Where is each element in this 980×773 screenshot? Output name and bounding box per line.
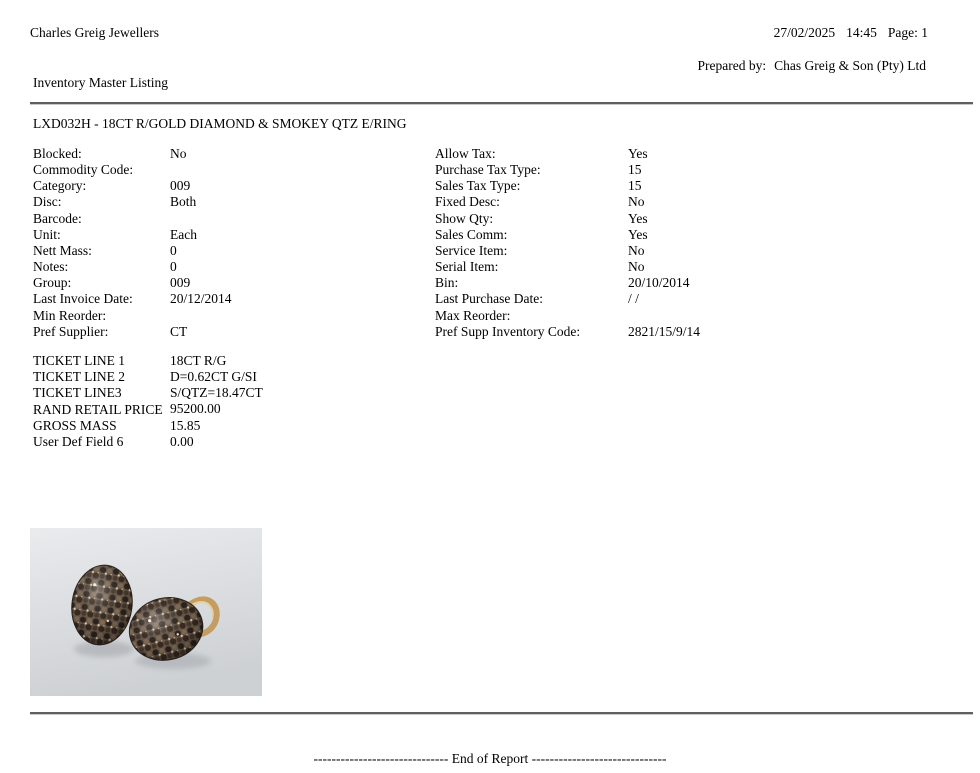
field-label: RAND RETAIL PRICE bbox=[33, 402, 163, 418]
field-value: / / bbox=[628, 291, 639, 307]
field-label: Commodity Code: bbox=[33, 162, 134, 178]
field-value: 2821/15/9/14 bbox=[628, 323, 701, 339]
field-row-sales-tax-type bbox=[435, 178, 865, 194]
field-label: Sales Comm: bbox=[435, 226, 508, 242]
footer-divider bbox=[30, 712, 973, 715]
field-row-fixed-desc bbox=[435, 194, 865, 210]
field-row-service-item bbox=[435, 243, 865, 259]
field-row-disc bbox=[33, 194, 428, 210]
company-name: Charles Greig Jewellers bbox=[30, 25, 159, 40]
field-label: TICKET LINE 2 bbox=[33, 369, 125, 385]
field-row-show-qty bbox=[435, 211, 865, 227]
field-value: 18CT R/G bbox=[170, 353, 227, 368]
field-row-last-invoice-date bbox=[33, 291, 428, 307]
field-label: Last Invoice Date: bbox=[33, 291, 133, 307]
field-row-group bbox=[33, 275, 428, 291]
field-row-sales-comm bbox=[435, 227, 865, 243]
field-value: 15 bbox=[628, 162, 642, 178]
field-label: Category: bbox=[33, 178, 87, 194]
field-label: Pref Supp Inventory Code: bbox=[435, 323, 581, 339]
field-value: 95200.00 bbox=[170, 401, 221, 417]
product-photo-image bbox=[30, 528, 262, 696]
field-label: Nett Mass: bbox=[33, 242, 92, 258]
field-value: Both bbox=[170, 194, 197, 210]
ticket-section bbox=[33, 353, 428, 450]
field-row-nett-mass bbox=[33, 243, 428, 259]
field-row-last-purchase-date bbox=[435, 291, 865, 307]
field-row-bin bbox=[435, 275, 865, 291]
field-row-serial-item bbox=[435, 259, 865, 275]
field-label: Purchase Tax Type: bbox=[435, 162, 541, 178]
field-label: Allow Tax: bbox=[435, 146, 496, 161]
field-value: 15.85 bbox=[170, 417, 201, 433]
field-value: No bbox=[170, 146, 187, 161]
field-label: Sales Tax Type: bbox=[435, 178, 521, 194]
field-label: Fixed Desc: bbox=[435, 194, 500, 210]
field-value: No bbox=[628, 194, 645, 210]
field-value: 0 bbox=[170, 259, 177, 275]
field-value: No bbox=[628, 259, 645, 275]
field-row-ticket-line-3 bbox=[33, 385, 428, 401]
field-row-rand-retail-price bbox=[33, 401, 428, 417]
field-label: User Def Field 6 bbox=[33, 433, 124, 449]
field-value: No bbox=[628, 242, 645, 258]
report-title: Inventory Master Listing bbox=[33, 75, 168, 90]
prepared-by-label: Prepared by: bbox=[697, 58, 767, 73]
page-number: Page: 1 bbox=[887, 25, 928, 40]
field-value bbox=[170, 162, 428, 178]
field-row-commodity-code bbox=[33, 162, 428, 178]
field-row-purchase-tax-type bbox=[435, 162, 865, 178]
report-date: 27/02/2025 bbox=[773, 25, 836, 40]
field-row-min-reorder bbox=[33, 308, 428, 324]
field-value: Yes bbox=[628, 210, 648, 226]
field-row-ticket-line-2 bbox=[33, 369, 428, 385]
field-label: Group: bbox=[33, 275, 72, 291]
field-label: Max Reorder: bbox=[435, 307, 511, 323]
field-label: GROSS MASS bbox=[33, 417, 117, 433]
field-value bbox=[628, 308, 865, 324]
field-label: Min Reorder: bbox=[33, 307, 107, 323]
field-row-ticket-line-1 bbox=[33, 353, 428, 369]
field-row-blocked bbox=[33, 146, 428, 162]
field-value bbox=[170, 211, 428, 227]
field-value: 0 bbox=[170, 242, 177, 258]
field-row-max-reorder bbox=[435, 308, 865, 324]
field-label: Show Qty: bbox=[435, 210, 494, 226]
field-value: 20/12/2014 bbox=[170, 291, 232, 307]
field-value: 009 bbox=[170, 275, 191, 291]
field-row-user-def-field-6 bbox=[33, 434, 428, 450]
field-value: 15 bbox=[628, 178, 642, 194]
datetime-page bbox=[774, 25, 928, 41]
field-value: 0.00 bbox=[170, 433, 194, 449]
field-row-unit bbox=[33, 227, 428, 243]
field-value: Yes bbox=[628, 226, 648, 242]
field-value: D=0.62CT G/SI bbox=[170, 369, 257, 385]
field-label: Unit: bbox=[33, 226, 61, 242]
field-label: Barcode: bbox=[33, 210, 82, 226]
field-label: Last Purchase Date: bbox=[435, 291, 543, 307]
end-of-report: ------------------------------ End of Report ------------------------------ bbox=[313, 751, 667, 766]
field-label: Bin: bbox=[435, 275, 459, 291]
field-value: CT bbox=[170, 323, 188, 339]
field-row-pref-supplier bbox=[33, 324, 428, 340]
field-label: Disc: bbox=[33, 194, 62, 210]
field-row-notes bbox=[33, 259, 428, 275]
field-label: TICKET LINE3 bbox=[33, 385, 122, 401]
item-title: LXD032H - 18CT R/GOLD DIAMOND & SMOKEY QTZ E/RING bbox=[33, 116, 407, 131]
field-label: Service Item: bbox=[435, 242, 508, 258]
prepared-by bbox=[698, 58, 926, 74]
prepared-by-value: Chas Greig & Son (Pty) Ltd bbox=[774, 58, 926, 73]
report-time: 14:45 bbox=[846, 25, 877, 40]
field-row-pref-supp-inventory-code bbox=[435, 324, 865, 340]
header-divider bbox=[30, 102, 973, 105]
field-label: Pref Supplier: bbox=[33, 323, 109, 339]
field-label: Serial Item: bbox=[435, 259, 499, 275]
field-row-gross-mass bbox=[33, 418, 428, 434]
field-label: Blocked: bbox=[33, 146, 82, 161]
field-label: TICKET LINE 1 bbox=[33, 353, 125, 368]
field-value: 20/10/2014 bbox=[628, 275, 690, 291]
field-row-barcode bbox=[33, 211, 428, 227]
field-value: S/QTZ=18.47CT bbox=[170, 385, 263, 401]
field-row-category bbox=[33, 178, 428, 194]
product-photo bbox=[30, 528, 262, 696]
field-value bbox=[170, 308, 428, 324]
field-label: Notes: bbox=[33, 259, 69, 275]
field-value: Each bbox=[170, 226, 197, 242]
fields-left-column bbox=[33, 146, 428, 340]
fields-right-column bbox=[435, 146, 865, 340]
field-value: Yes bbox=[628, 146, 648, 161]
field-row-allow-tax bbox=[435, 146, 865, 162]
field-value: 009 bbox=[170, 178, 191, 194]
